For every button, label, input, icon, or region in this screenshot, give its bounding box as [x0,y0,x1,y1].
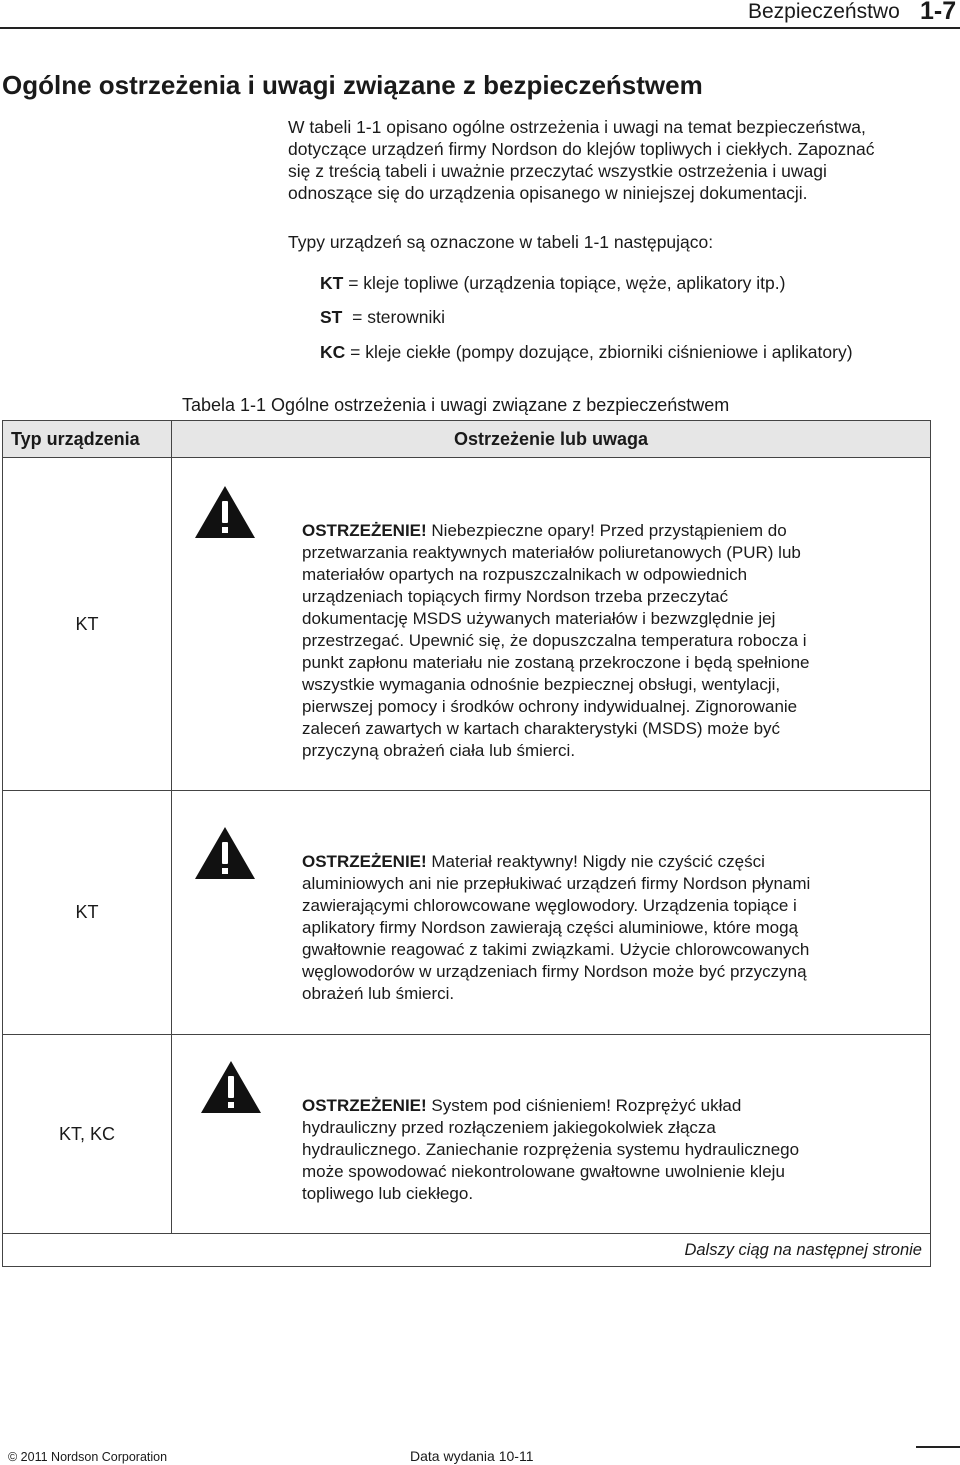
page-number: 1-7 [920,0,957,25]
types-intro: Typy urządzeń są oznaczone w tabeli 1-1 następująco: [288,232,714,252]
warning-text [302,1095,799,1205]
table-row [3,1035,931,1234]
warning-triangle-icon [193,825,257,881]
warning-line: węglowodorów w urządzeniach firmy Nordson może być przyczyną [302,962,807,981]
warning-line: zaleceń zawartych w kartach charakterystyki (MSDS) może być [302,719,781,738]
definition-kt [320,272,785,294]
intro-line-1: W tabeli 1-1 opisano ogólne ostrzeżenia i uwagi na temat bezpieczeństwa, [288,117,866,137]
definition-text: kleje ciekłe (pompy dozujące, zbiorniki ciśnieniowe i aplikatory) [365,342,853,362]
warning-text [302,851,810,1005]
warning-line: przestrzegać. Upewnić się, że dopuszczalna temperatura robocza i [302,631,807,650]
warning-line: może spowodować niekontrolowane gwałtowne uwolnienie kleju [302,1162,785,1181]
warning-line: punkt zapłonu materiału nie zostaną przekroczone i będą spełnione [302,653,810,672]
warning-line: aluminiowych ani nie przepłukiwać urządzeń firmy Nordson płynami [302,874,811,893]
definition-code: KT [320,273,344,293]
warning-line: topliwego lub ciekłego. [302,1184,474,1203]
warning-line: wszystkie wymagania odnośnie bezpiecznej obsługi, wentylacji, [302,675,781,694]
definition-kc [320,341,853,363]
warning-label: OSTRZEŻENIE! [302,852,427,871]
definition-sep: = [343,273,364,293]
table-row [3,791,931,1035]
warning-line: hydrauliczny przed rozłączeniem jakiegokolwiek złącza [302,1118,716,1137]
footer-edition: Data wydania 10-11 [410,1448,534,1464]
warning-line: System pod ciśnieniem! Rozprężyć układ [426,1096,742,1115]
warning-line: obrażeń lub śmierci. [302,984,455,1003]
equipment-type-cell: KT [3,791,172,1035]
warning-line: hydraulicznego. Zaniechanie rozprężenia systemu hydraulicznego [302,1140,800,1159]
warning-cell [172,791,931,1035]
table-header-row [3,421,931,458]
table-continued-row [3,1234,931,1267]
definition-code: KC [320,342,346,362]
warning-line: urządzeniach topiących firmy Nordson trzeba przeczytać [302,587,729,606]
running-header-section: Bezpieczeństwo [748,0,900,23]
table-row [3,458,931,791]
warning-line: przyczyną obrażeń ciała lub śmierci. [302,741,576,760]
warning-triangle-icon [193,484,257,540]
footer-copyright: © 2011 Nordson Corporation [8,1450,168,1464]
intro-line-2: dotyczące urządzeń firmy Nordson do klejów topliwych i ciekłych. Zapoznać [288,139,875,159]
warning-line: zawierającymi chlorowcowane węglowodory. Urządzenia topiące i [302,896,797,915]
warning-line: materiałów opartych na rozpuszczalnikach w odpowiednich [302,565,748,584]
intro-line-4: odnoszące się do urządzenia opisanego w niniejszej dokumentacji. [288,183,808,203]
warning-line: gwałtownie reagować z takimi związkami. Użycie chlorowcowanych [302,940,810,959]
column-header-type: Typ urządzenia [3,421,172,458]
warning-line: aplikatory firmy Nordson zawierają części aluminiowe, które mogą [302,918,799,937]
table-caption: Tabela 1-1 Ogólne ostrzeżenia i uwagi związane z bezpieczeństwem [182,395,730,415]
equipment-type-cell: KT, KC [3,1035,172,1234]
column-header-warning: Ostrzeżenie lub uwaga [172,421,931,458]
warning-first-line [302,520,810,542]
warning-first-line [302,851,810,873]
warning-triangle-icon [199,1059,263,1115]
equipment-type-cell: KT [3,458,172,791]
warning-first-line [302,1095,799,1117]
safety-warnings-table [2,420,931,1267]
warning-line: Niebezpieczne opary! Przed przystąpieniem do [426,521,787,540]
warning-line: Materiał reaktywny! Nigdy nie czyścić części [426,852,765,871]
warning-text [302,520,810,762]
section-title: Ogólne ostrzeżenia i uwagi związane z bezpieczeństwem [2,70,703,100]
warning-line: przetwarzania reaktywnych materiałów poliuretanowych (PUR) lub [302,543,801,562]
definition-st [320,306,445,328]
continued-note: Dalszy ciąg na następnej stronie [3,1234,931,1267]
definition-code: ST [320,307,343,327]
header-rule [0,27,960,29]
definition-text: sterowniki [367,307,445,327]
definition-text: kleje topliwe (urządzenia topiące, węże, aplikatory itp.) [363,273,786,293]
warning-cell [172,458,931,791]
definition-sep: = [345,342,366,362]
warning-line: pierwszej pomocy i środków ochrony indywidualnej. Zignorowanie [302,697,798,716]
definition-sep: = [342,307,368,327]
warning-line: dokumentację MSDS używanych materiałów i bezwzględnie jej [302,609,776,628]
footer-rule [916,1446,960,1448]
warning-cell [172,1035,931,1234]
intro-line-3: się z treścią tabeli i uważnie przeczytać wszystkie ostrzeżenia i uwagi [288,161,827,181]
warning-label: OSTRZEŻENIE! [302,521,427,540]
warning-label: OSTRZEŻENIE! [302,1096,427,1115]
